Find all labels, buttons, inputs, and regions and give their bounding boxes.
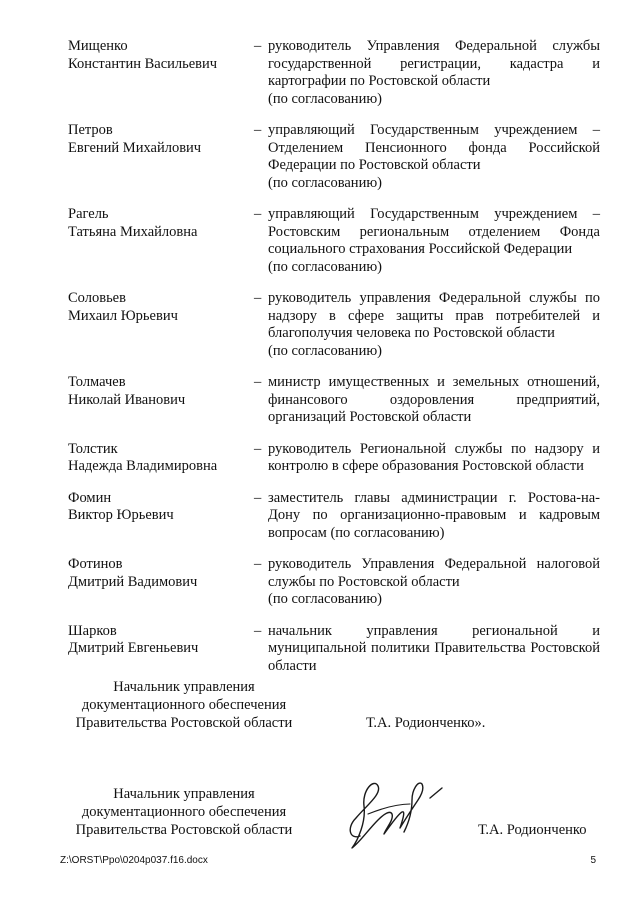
dash: – xyxy=(254,206,262,222)
dash: – xyxy=(254,374,262,390)
position-text: руководитель Региональной службы по надзору и контролю в сфере образования Ростовской области xyxy=(268,440,600,474)
member-name xyxy=(68,623,254,658)
signoff-title xyxy=(68,785,300,839)
member-name xyxy=(68,441,254,476)
signoff-title xyxy=(68,678,300,732)
member-given-name: Михаил Юрьевич xyxy=(68,307,178,324)
position-text: заместитель главы администрации г. Ростова-на-Дону по организационно-правовым и кадровым вопросам (по согласованию) xyxy=(268,489,600,541)
member-surname: Соловьев xyxy=(68,290,126,306)
member-position xyxy=(268,206,600,276)
member-name xyxy=(68,490,254,525)
approval-note: (по согласованию) xyxy=(268,258,382,275)
approval-note: (по согласованию) xyxy=(268,591,382,607)
member-name xyxy=(68,38,254,73)
member-position xyxy=(268,374,600,427)
member-given-name: Николай Иванович xyxy=(68,391,186,408)
member-position xyxy=(268,290,600,360)
dash: – xyxy=(254,622,262,639)
dash: – xyxy=(254,290,262,306)
signoff-title-line: Правительства Ростовской области xyxy=(75,715,293,731)
signoff-title-line: Начальник управления xyxy=(113,679,255,695)
member-row xyxy=(68,374,600,427)
member-name xyxy=(68,290,254,325)
approval-note: (по согласованию) xyxy=(268,90,382,107)
member-surname: Толмачев xyxy=(68,374,126,390)
commission-member-list xyxy=(68,38,600,689)
position-text: руководитель Управления Федеральной налоговой службы по Ростовской области xyxy=(268,556,600,590)
dash: – xyxy=(254,440,262,457)
member-surname: Толстик xyxy=(68,440,118,457)
signoff-title-line: Начальник управления xyxy=(113,786,255,802)
member-row xyxy=(68,441,600,476)
position-text: руководитель Управления Федеральной службы государственной регистрации, кадастра и картографии по Ростовской области xyxy=(268,38,600,89)
member-position xyxy=(268,441,600,476)
member-row xyxy=(68,490,600,543)
member-given-name: Дмитрий Вадимович xyxy=(68,573,198,590)
member-given-name: Дмитрий Евгеньевич xyxy=(68,640,199,656)
signoff-title-line: документационного обеспечения xyxy=(81,804,287,820)
member-name xyxy=(68,206,254,241)
member-given-name: Евгений Михайлович xyxy=(68,139,202,156)
dash: – xyxy=(254,489,262,506)
member-given-name: Надежда Владимировна xyxy=(68,458,218,474)
signoff-name: Т.А. Родионченко». xyxy=(366,715,486,731)
member-name xyxy=(68,374,254,409)
member-given-name: Татьяна Михайловна xyxy=(68,223,198,240)
signoff-name: Т.А. Родионченко xyxy=(478,822,587,838)
member-position xyxy=(268,122,600,192)
signoff-block xyxy=(68,785,600,839)
member-name xyxy=(68,556,254,591)
position-text: начальник управления региональной и муниципальной политики Правительства Ростовской области xyxy=(268,622,600,674)
position-text: руководитель управления Федеральной службы по надзору в сфере защиты прав потребителей и благополучия человека по Ростовской области xyxy=(268,290,600,341)
member-surname: Петров xyxy=(68,122,113,138)
dash: – xyxy=(254,122,262,138)
member-name xyxy=(68,122,254,157)
file-path: Z:\ORST\Ppo\0204p037.f16.docx xyxy=(60,855,208,866)
member-surname: Фотинов xyxy=(68,556,123,572)
approval-note: (по согласованию) xyxy=(268,342,382,359)
member-surname: Рагель xyxy=(68,206,109,222)
member-position xyxy=(268,623,600,676)
position-text: управляющий Государственным учреждением – Ростовским региональным отделением Фонда социального страхования Российской Федерации xyxy=(268,206,600,257)
member-row xyxy=(68,556,600,609)
member-given-name: Виктор Юрьевич xyxy=(68,507,174,523)
dash: – xyxy=(254,38,262,54)
dash: – xyxy=(254,556,262,572)
member-row xyxy=(68,206,600,276)
position-text: управляющий Государственным учреждением – Отделением Пенсионного фонда Российской Федерации по Ростовской области xyxy=(268,122,600,173)
member-position xyxy=(268,490,600,543)
member-given-name: Константин Васильевич xyxy=(68,55,218,72)
member-surname: Шарков xyxy=(68,622,117,639)
page-number: 5 xyxy=(590,855,596,866)
member-surname: Фомин xyxy=(68,489,112,506)
signoff-block-quoted xyxy=(68,678,600,732)
signoff-title-line: Правительства Ростовской области xyxy=(75,822,293,838)
member-row xyxy=(68,290,600,360)
member-row xyxy=(68,38,600,108)
member-row xyxy=(68,122,600,192)
member-position xyxy=(268,556,600,609)
signoff-title-line: документационного обеспечения xyxy=(81,697,287,713)
member-surname: Мищенко xyxy=(68,38,128,54)
approval-note: (по согласованию) xyxy=(268,174,382,191)
member-position xyxy=(268,38,600,108)
member-row xyxy=(68,623,600,676)
position-text: министр имущественных и земельных отношений, финансового оздоровления предприятий, организаций Ростовской области xyxy=(268,374,600,425)
